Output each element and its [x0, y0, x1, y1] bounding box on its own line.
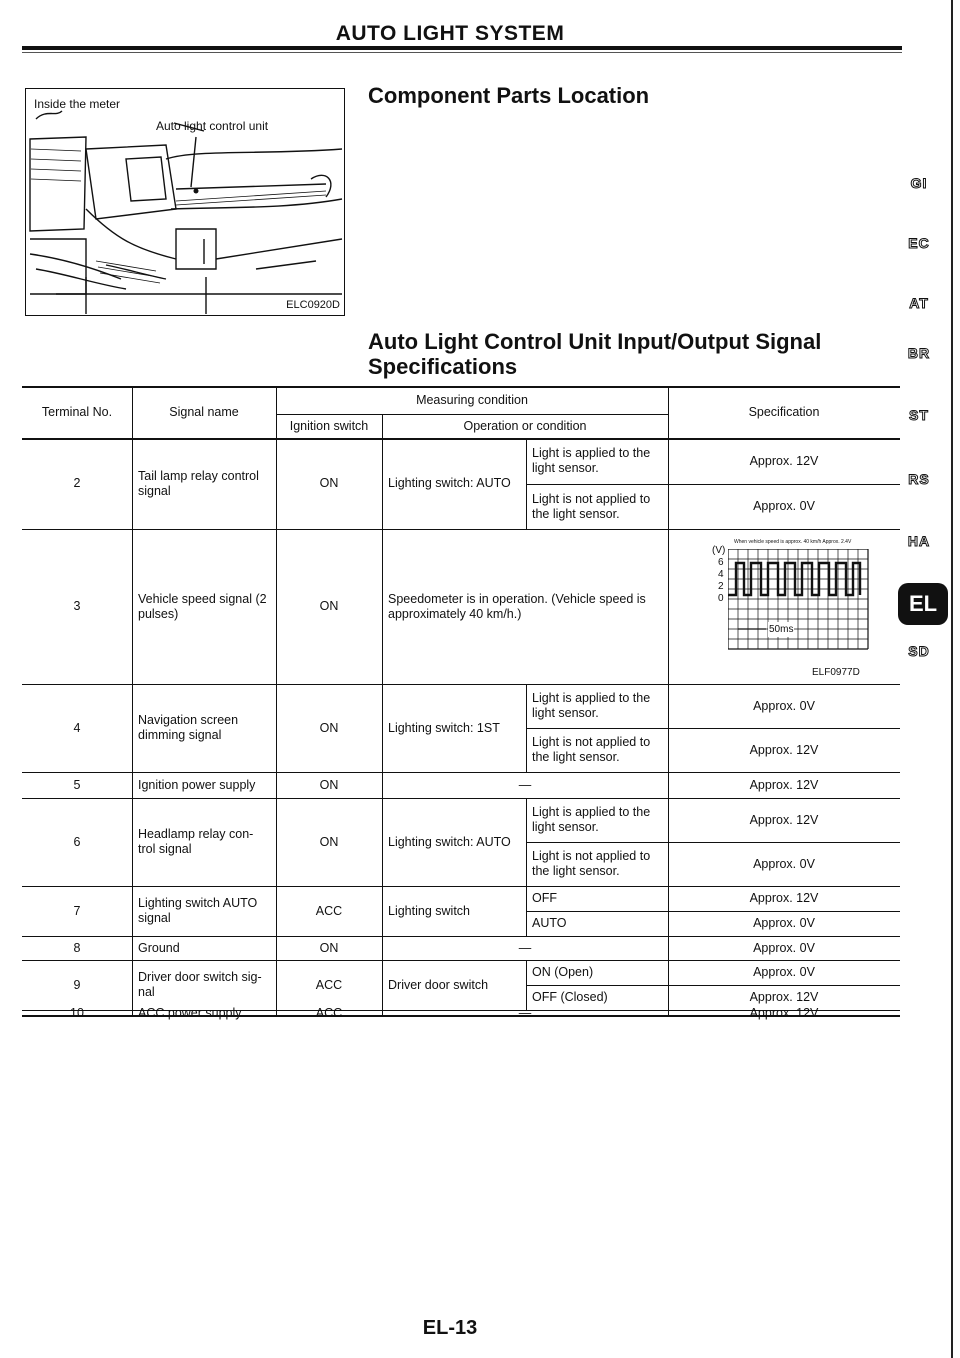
- cell-operation-text: Lighting switch: AUTO: [388, 476, 511, 490]
- cell-condition: [526, 728, 668, 772]
- cell-operation-text: Driver door switch: [388, 977, 489, 992]
- section-title-component-location: Component Parts Location: [368, 83, 650, 108]
- cell-specification-text: Approx. 0V: [753, 916, 815, 930]
- side-tab-at[interactable]: AT: [909, 295, 929, 311]
- waveform-y-tick: 6: [718, 557, 724, 568]
- header-ignition-switch: [276, 414, 382, 438]
- figure-code: ELC0920D: [286, 299, 340, 311]
- header-measuring-condition-text: Measuring condition: [416, 392, 528, 407]
- cell-ignition: [276, 684, 382, 772]
- cell-condition-text: OFF: [532, 891, 557, 905]
- header-rule-thin: [22, 52, 902, 53]
- cell-operation: [382, 1005, 668, 1020]
- cell-specification: [668, 484, 900, 529]
- cell-terminal: [22, 438, 132, 529]
- cell-condition: [526, 911, 668, 936]
- waveform-time-label: 50ms: [769, 624, 794, 635]
- cell-ignition: [276, 772, 382, 798]
- section-title-spec-line1: Auto Light Control Unit Input/Output Signal: [368, 329, 822, 354]
- cell-ignition: [276, 438, 382, 529]
- cell-signal-name: [132, 529, 276, 684]
- cell-ignition-text: ON: [319, 599, 339, 613]
- cell-ignition: [276, 798, 382, 886]
- cell-specification: [668, 960, 900, 985]
- cell-specification-text: Approx. 12V: [749, 990, 819, 1004]
- cell-signal-name: [132, 936, 276, 960]
- cell-operation: [382, 936, 668, 960]
- cell-signal-name-text: Headlamp relay con- trol signal: [138, 827, 254, 856]
- waveform-y-tick: 4: [718, 569, 724, 580]
- cell-condition: [526, 985, 668, 1010]
- header-operation-condition: [382, 414, 668, 438]
- cell-specification: [668, 728, 900, 772]
- cell-specification: [668, 936, 900, 960]
- cell-operation-text: —: [518, 940, 532, 955]
- cell-signal-name-text: Tail lamp relay control signal: [138, 468, 259, 498]
- cell-condition-text: AUTO: [532, 916, 567, 930]
- cell-specification: [668, 772, 900, 798]
- header-signal-name-text: Signal name: [169, 404, 239, 419]
- cell-ignition-text: ON: [319, 720, 339, 735]
- cell-operation: [382, 684, 526, 772]
- cell-condition: [526, 484, 668, 529]
- waveform-note: When vehicle speed is approx. 40 km/h Approx. 2.4V: [734, 539, 852, 545]
- cell-condition-text: Light is not applied to the light sensor.: [532, 735, 651, 764]
- cell-terminal: [22, 772, 132, 798]
- component-location-figure: [25, 88, 345, 316]
- header-terminal-no: [22, 386, 132, 438]
- cell-ignition-text: ON: [319, 777, 339, 792]
- cell-ignition-text: ACC: [315, 1005, 343, 1020]
- waveform-y-tick: 2: [718, 581, 724, 592]
- cell-signal-name: [132, 886, 276, 936]
- cell-specification: [668, 1005, 900, 1020]
- waveform-grid: [728, 549, 878, 665]
- cell-specification-text: Approx. 12V: [749, 742, 819, 757]
- cell-specification-text: Approx. 12V: [749, 453, 819, 468]
- header-measuring-condition: [276, 386, 668, 414]
- vehicle-speed-waveform: [672, 533, 896, 680]
- io-signal-spec-table: [22, 386, 900, 1020]
- side-tab-rs[interactable]: RS: [908, 471, 930, 487]
- cell-signal-name-text: ACC power supply: [138, 1005, 242, 1020]
- header-sub-rule: [276, 414, 668, 415]
- cell-ignition: [276, 1005, 382, 1020]
- side-tab-st[interactable]: ST: [909, 407, 929, 423]
- cell-specification-text: Approx. 0V: [753, 499, 815, 513]
- cell-operation: [382, 960, 526, 1010]
- cell-terminal-text: 7: [73, 903, 81, 918]
- header-ignition-switch-text: Ignition switch: [289, 418, 369, 433]
- cell-specification: [668, 438, 900, 484]
- header-signal-name: [132, 386, 276, 438]
- cell-condition-text: OFF (Closed): [532, 990, 608, 1004]
- cell-specification-text: Approx. 12V: [749, 812, 819, 827]
- cell-specification-text: Approx. 12V: [749, 1005, 819, 1020]
- side-tab-gi[interactable]: GI: [910, 175, 928, 191]
- cell-ignition-text: ON: [319, 940, 339, 955]
- cell-terminal: [22, 936, 132, 960]
- cell-terminal: [22, 529, 132, 684]
- cell-ignition-text: ON: [319, 476, 339, 490]
- cell-signal-name-text: Vehicle speed signal (2 pulses): [138, 591, 267, 621]
- cell-specification-text: Approx. 0V: [753, 698, 815, 713]
- cell-terminal-text: 6: [73, 834, 81, 849]
- cell-operation-text: Lighting switch: AUTO: [388, 834, 511, 849]
- header-specification: [668, 386, 900, 438]
- cell-ignition: [276, 886, 382, 936]
- side-tab-ec[interactable]: EC: [908, 235, 930, 251]
- cell-operation: [382, 772, 668, 798]
- cell-terminal-text: 9: [73, 977, 81, 992]
- side-tab-ha[interactable]: HA: [907, 533, 931, 549]
- waveform-unit: (V): [712, 545, 726, 556]
- cell-operation: [382, 798, 526, 886]
- side-tab-sd[interactable]: SD: [908, 643, 930, 659]
- cell-terminal: [22, 1005, 132, 1020]
- cell-operation-text: Lighting switch: [388, 903, 470, 918]
- cell-condition-text: Light is applied to the light sensor.: [532, 691, 651, 720]
- cell-signal-name: [132, 684, 276, 772]
- cell-specification-text: Approx. 0V: [753, 856, 815, 871]
- cell-operation-text: —: [518, 1005, 532, 1020]
- cell-signal-name: [132, 438, 276, 529]
- cell-condition-text: Light is applied to the light sensor.: [532, 446, 651, 475]
- cell-specification-text: Approx. 12V: [749, 891, 819, 905]
- cell-terminal: [22, 684, 132, 772]
- cell-specification: [668, 911, 900, 936]
- side-tab-br[interactable]: BR: [907, 345, 931, 361]
- cell-signal-name: [132, 960, 276, 1010]
- header-specification-text: Specification: [748, 404, 820, 419]
- cell-operation-text: Speedometer is in operation. (Vehicle speed is approximately 40 km/h.): [388, 591, 646, 621]
- cell-specification-text: Approx. 0V: [753, 965, 815, 979]
- cell-specification-text: Approx. 0V: [753, 940, 815, 955]
- cell-terminal-text: 5: [73, 777, 81, 792]
- page-number: EL-13: [422, 1317, 478, 1339]
- cell-specification: [668, 798, 900, 842]
- cell-condition-text: Light is not applied to the light sensor.: [532, 849, 651, 878]
- header-rule: [22, 46, 902, 50]
- cell-signal-name: [132, 772, 276, 798]
- cell-condition: [526, 842, 668, 886]
- figure-caption-unit: Auto light control unit: [156, 119, 269, 133]
- cell-condition: [526, 438, 668, 484]
- cell-operation: [382, 529, 668, 684]
- cell-signal-name-text: Driver door switch sig- nal: [138, 970, 262, 999]
- cell-signal-name: [132, 798, 276, 886]
- cell-specification: [668, 842, 900, 886]
- cell-condition: [526, 960, 668, 985]
- cell-signal-name-text: Ground: [138, 940, 180, 955]
- cell-terminal: [22, 798, 132, 886]
- cell-terminal-text: 8: [73, 940, 81, 955]
- waveform-y-tick: 0: [718, 593, 724, 604]
- cell-terminal: [22, 886, 132, 936]
- cell-condition: [526, 886, 668, 911]
- side-tab-el-active[interactable]: EL: [898, 583, 948, 625]
- cell-terminal-text: 10: [70, 1005, 84, 1020]
- header-operation-condition-text: Operation or condition: [463, 418, 587, 433]
- cell-signal-name: [132, 1005, 276, 1020]
- cell-ignition-text: ACC: [315, 977, 343, 992]
- cell-condition-text: Light is applied to the light sensor.: [532, 805, 651, 834]
- cell-signal-name-text: Ignition power supply: [138, 777, 256, 792]
- cell-ignition: [276, 960, 382, 1010]
- cell-operation: [382, 886, 526, 936]
- waveform-code: ELF0977D: [812, 667, 860, 678]
- cell-condition: [526, 684, 668, 728]
- page-header-title: AUTO LIGHT SYSTEM: [335, 22, 565, 45]
- page-edge-line: [951, 0, 953, 1358]
- figure-caption-location: Inside the meter: [34, 97, 121, 111]
- cell-specification-text: Approx. 12V: [749, 777, 819, 792]
- cell-signal-name-text: Navigation screen dimming signal: [138, 713, 239, 742]
- cell-terminal: [22, 960, 132, 1010]
- cell-operation-text: —: [518, 777, 532, 792]
- cell-ignition-text: ON: [319, 834, 339, 849]
- cell-operation-text: Lighting switch: 1ST: [388, 720, 500, 735]
- cell-terminal-text: 4: [73, 720, 81, 735]
- cell-ignition: [276, 936, 382, 960]
- header-terminal-no-text: Terminal No.: [41, 404, 113, 419]
- cell-operation: [382, 438, 526, 529]
- cell-terminal-text: 2: [73, 476, 81, 490]
- cell-specification: [668, 684, 900, 728]
- section-title-spec-line2: Specifications: [368, 354, 518, 379]
- cell-terminal-text: 3: [73, 599, 81, 613]
- cell-condition: [526, 798, 668, 842]
- cell-signal-name-text: Lighting switch AUTO signal: [138, 896, 258, 925]
- cell-condition-text: Light is not applied to the light sensor.: [532, 491, 651, 521]
- cell-specification: [668, 886, 900, 911]
- cell-ignition: [276, 529, 382, 684]
- cell-condition-text: ON (Open): [532, 965, 594, 979]
- cell-ignition-text: ACC: [315, 903, 343, 918]
